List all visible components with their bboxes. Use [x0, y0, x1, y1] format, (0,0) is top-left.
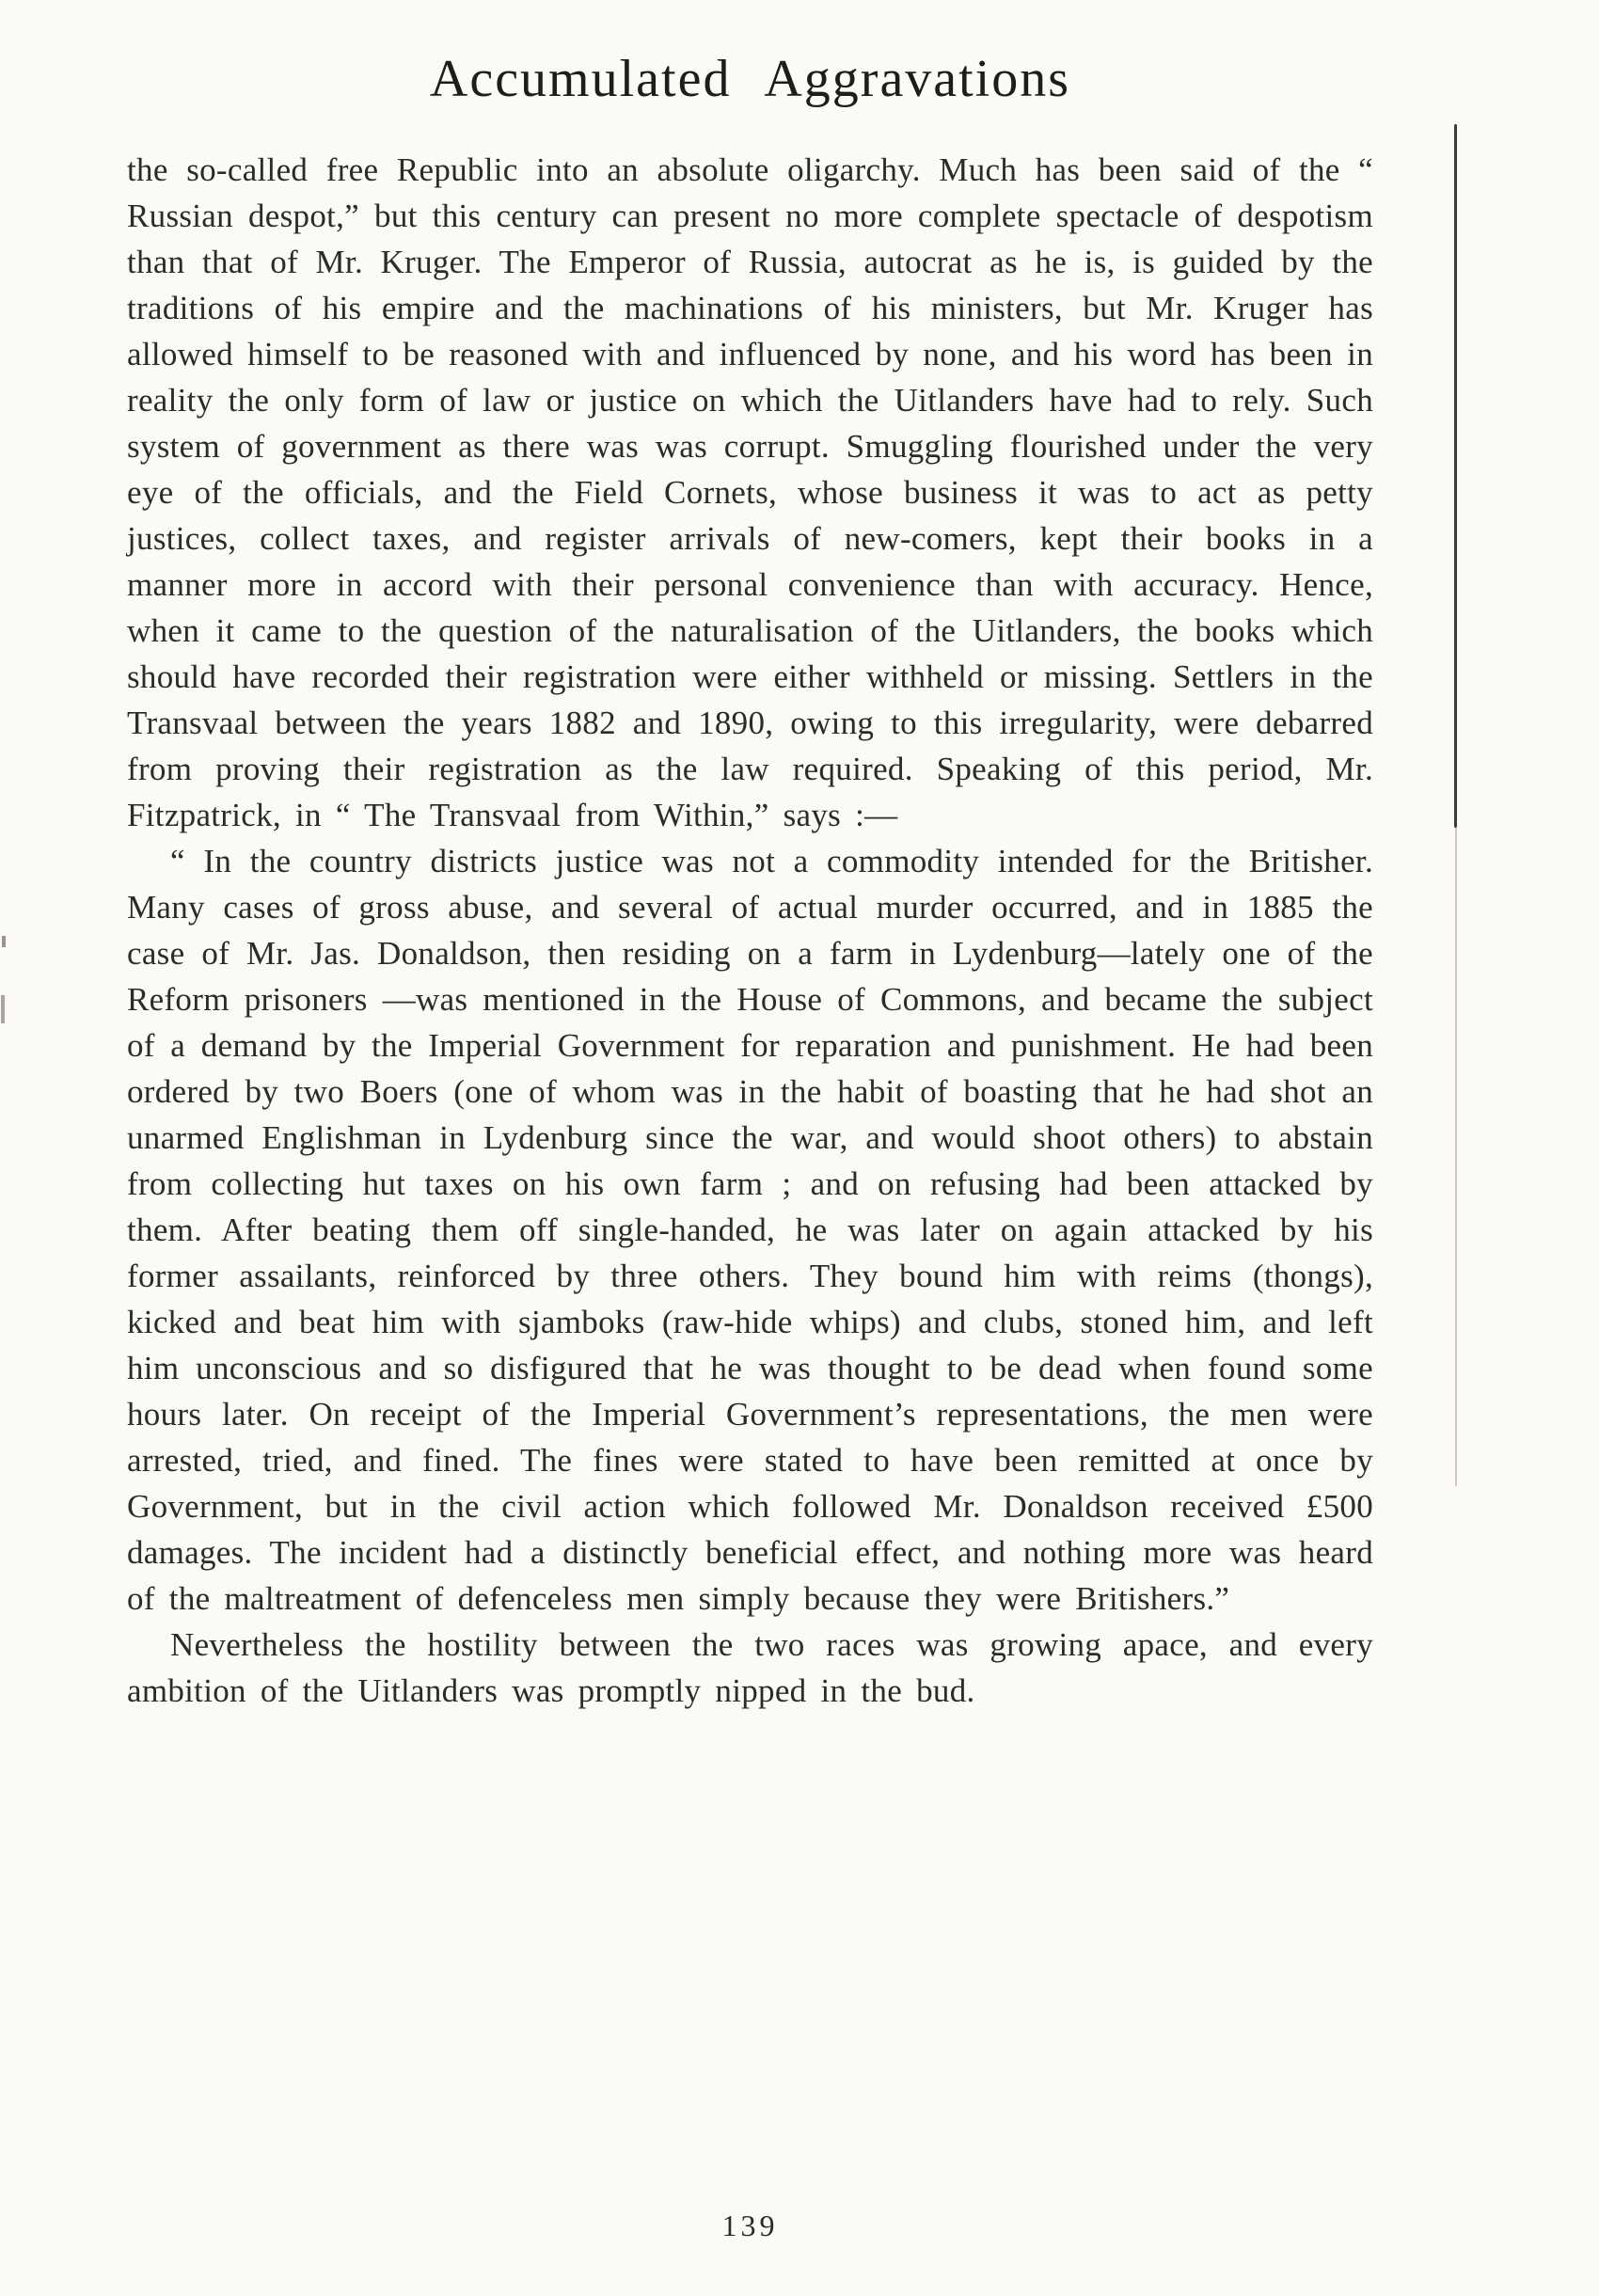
page-content: [127, 49, 1373, 1714]
page-title: Accumulated Aggravations: [429, 50, 1071, 108]
scan-edge-line-faint: [1455, 828, 1457, 1486]
paragraph: Nevertheless the hostility between the two races was growing apace, and every ambition of the Uitlanders was promptly nipped in the bud.: [127, 1626, 1373, 1709]
paragraph: the so-called free Republic into an absolute oligarchy. Much has been said of the “ Russian despot,” but this century can present no more complete spectacle of despotism than that of Mr. Kruger. The Emperor of Russia, autocrat as he is, is guided by the traditions of his empire and the machinations of his ministers, but Mr. Kruger has allowed himself to be reasoned with and influenced by none, and his word has been in reality the only form of law or justice on which the Uitlanders have had to rely. Such system of government as there was was corrupt. Smuggling flourished under the very eye of the officials, and the Field Cornets, whose business it was to act as petty justices, collect taxes, and register arrivals of new-comers, kept their books in a manner more in accord with their personal convenience than with accuracy. Hence, when it came to the question of the naturalisation of the Uitlanders, the books which should have recorded their registration were either withheld or missing. Settlers in the Transvaal between the years 1882 and 1890, owing to this irregularity, were debarred from proving their registration as the law required. Speaking of this period, Mr. Fitzpatrick, in “ The Transvaal from Within,” says :—: [127, 151, 1373, 833]
paragraph: “ In the country districts justice was not a commodity intended for the Britisher. Many cases of gross abuse, and several of actual murder occurred, and in 1885 the case of Mr. Jas. Donaldson, then residing on a farm in Lydenburg—lately one of the Reform prisoners —was mentioned in the House of Commons, and became the subject of a demand by the Imperial Government for reparation and punishment. He had been ordered by two Boers (one of whom was in the habit of boasting that he had shot an unarmed Englishman in Lydenburg since the war, and would shoot others) to abstain from collecting hut taxes on his own farm ; and on refusing had been attacked by them. After beating them off single-handed, he was later on again attacked by his former assailants, reinforced by three others. They bound him with reims (thongs), kicked and beat him with sjamboks (raw-hide whips) and clubs, stoned him, and left him unconscious and so disfigured that he was thought to be dead when found some hours later. On receipt of the Imperial Government’s representations, the men were arrested, tried, and fined. The fines were stated to have been remitted at once by Government, but in the civil action which followed Mr. Donaldson received £500 damages. The incident had a distinctly beneficial effect, and nothing more was heard of the maltreatment of defenceless men simply because they were Britishers.”: [127, 843, 1373, 1617]
scan-edge-line: [1454, 124, 1457, 828]
body-text: [127, 147, 1373, 1714]
scan-mark: [1, 995, 5, 1023]
page-number: 139: [721, 2209, 779, 2242]
scan-mark: [2, 936, 6, 947]
